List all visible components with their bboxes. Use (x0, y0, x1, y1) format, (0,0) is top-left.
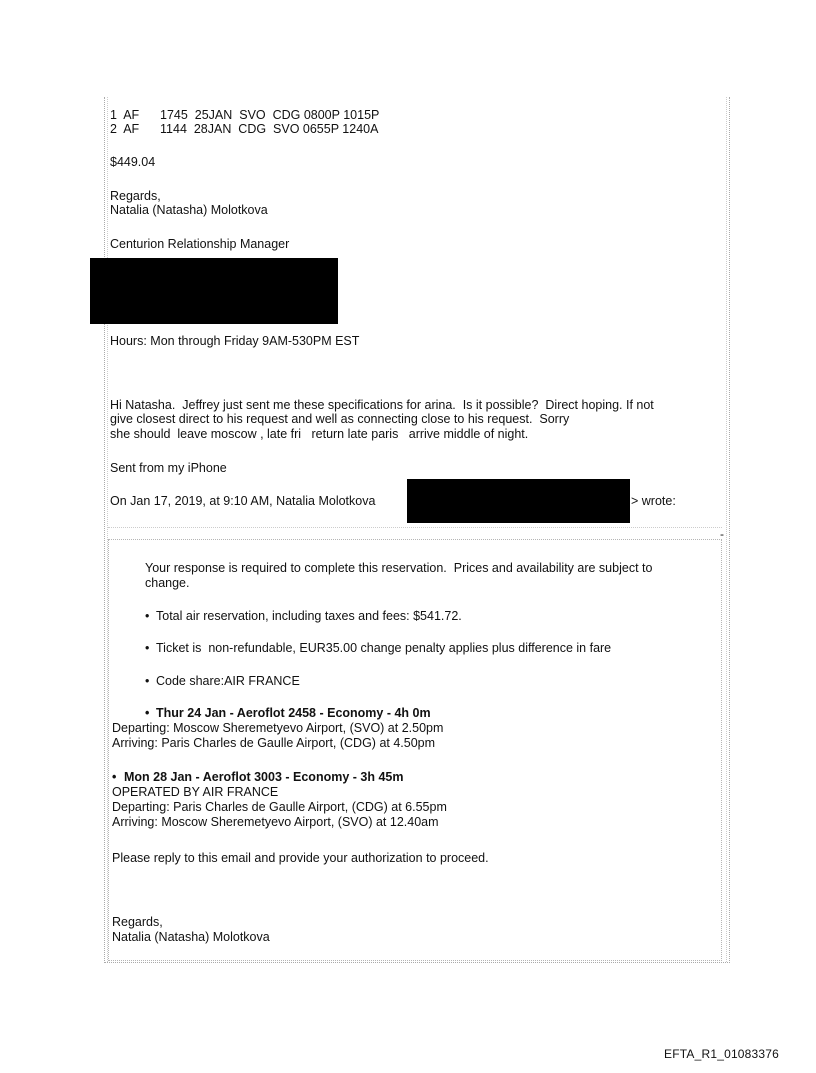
itinerary-line-2: 2 AF 1144 28JAN CDG SVO 0655P 1240A (110, 122, 379, 136)
reply-instruction: Please reply to this email and provide your authorization to proceed. (112, 851, 489, 865)
bullet-icon: • (145, 609, 150, 623)
bullet-icon: • (145, 641, 150, 655)
frame-inner-right-rule (726, 97, 727, 962)
hours-line: Hours: Mon through Friday 9AM-530PM EST (110, 334, 360, 348)
flight-2-title: Mon 28 Jan - Aeroflot 3003 - Economy - 3h 45m (124, 770, 404, 784)
quote-separator (108, 527, 722, 528)
quoted-regards: Regards, (112, 915, 163, 929)
request-line-3: she should leave moscow , late fri return late paris arrive middle of night. (110, 427, 529, 441)
bullet-icon: • (145, 674, 150, 688)
request-line-2: give closest direct to his request and well as connecting close to his request. Sorry (110, 412, 570, 426)
itinerary-line-1: 1 AF 1745 25JAN SVO CDG 0800P 1015P (110, 108, 380, 122)
bullet-code-share: Code share:AIR FRANCE (156, 674, 300, 688)
quote-header-prefix: On Jan 17, 2019, at 9:10 AM, Natalia Molotkova (110, 494, 376, 508)
flight-1-title: Thur 24 Jan - Aeroflot 2458 - Economy - 4h 0m (156, 706, 431, 720)
quote-header-suffix: > wrote: (631, 494, 676, 508)
separator-dash: - (720, 527, 724, 541)
bullet-total-fare: Total air reservation, including taxes and fees: $541.72. (156, 609, 462, 623)
flight-2-operated: OPERATED BY AIR FRANCE (112, 785, 279, 799)
redaction-block-email (407, 479, 630, 523)
flight-2-arriving: Arriving: Moscow Sheremetyevo Airport, (SVO) at 12.40am (112, 815, 439, 829)
request-line-1: Hi Natasha. Jeffrey just sent me these specifications for arina. Is it possible? Direct hoping. If not (110, 398, 654, 412)
price: $449.04 (110, 155, 156, 169)
flight-1-departing: Departing: Moscow Sheremetyevo Airport, (SVO) at 2.50pm (112, 721, 444, 735)
bullet-icon: • (112, 770, 117, 784)
quoted-message-box (108, 539, 722, 961)
sent-from: Sent from my iPhone (110, 461, 227, 475)
signature-title: Centurion Relationship Manager (110, 237, 290, 251)
bullet-ticket-penalty: Ticket is non-refundable, EUR35.00 change penalty applies plus difference in fare (156, 641, 612, 655)
document-id: EFTA_R1_01083376 (664, 1047, 780, 1061)
signature-regards: Regards, (110, 189, 161, 203)
signature-name: Natalia (Natasha) Molotkova (110, 203, 268, 217)
quoted-intro-line-2: change. (145, 576, 190, 590)
bullet-icon: • (145, 706, 150, 720)
quoted-intro-line-1: Your response is required to complete this reservation. Prices and availability are subject to (145, 561, 653, 575)
quoted-signature-name: Natalia (Natasha) Molotkova (112, 930, 270, 944)
flight-1-arriving: Arriving: Paris Charles de Gaulle Airport, (CDG) at 4.50pm (112, 736, 436, 750)
redaction-block-contact (90, 258, 338, 324)
flight-2-departing: Departing: Paris Charles de Gaulle Airport, (CDG) at 6.55pm (112, 800, 447, 814)
